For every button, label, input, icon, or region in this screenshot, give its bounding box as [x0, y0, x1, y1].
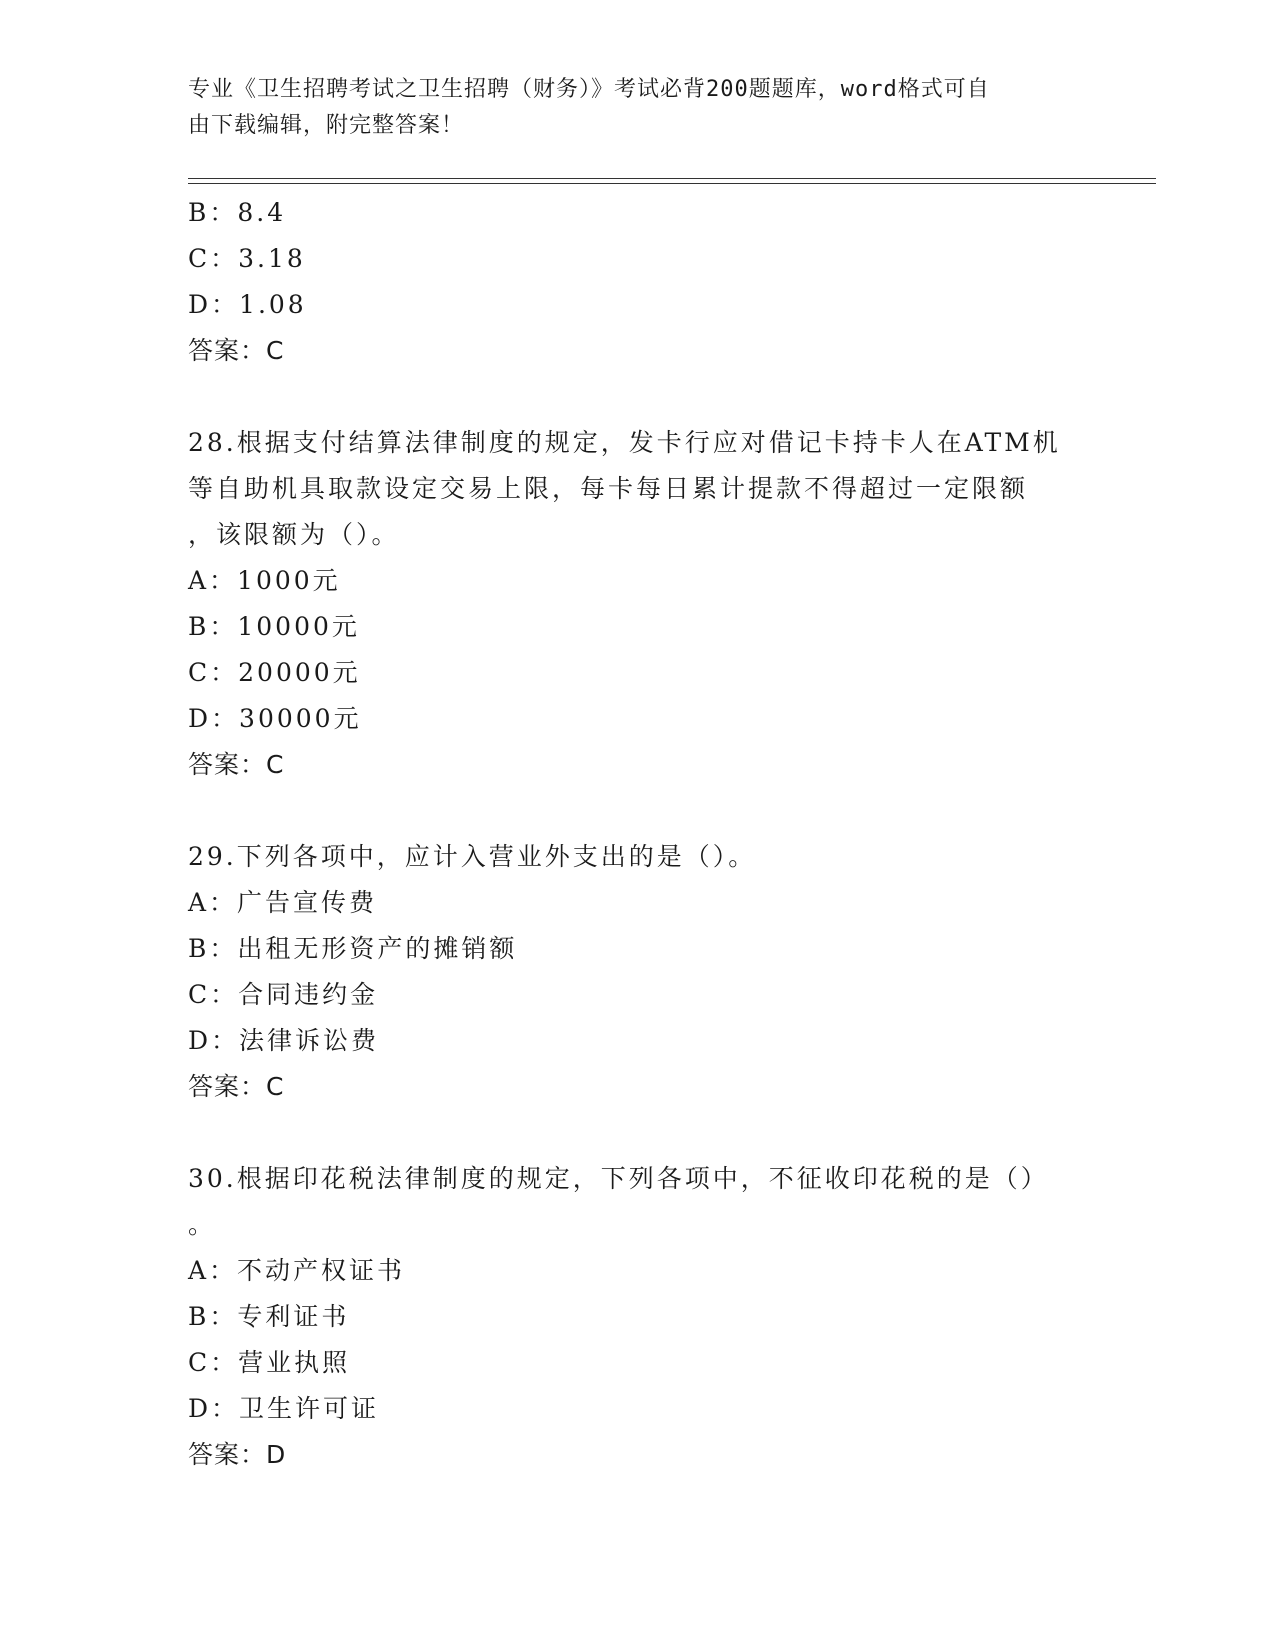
question-text-line: ，该限额为（）。 — [188, 520, 400, 549]
header-divider-top — [188, 178, 1156, 179]
question-text-line: 30.根据印花税法律制度的规定，下列各项中，不征收印花税的是（） — [188, 1164, 1049, 1193]
header-divider-bottom — [188, 183, 1156, 184]
question-29 — [188, 834, 1088, 1110]
question-text-line: 28.根据支付结算法律制度的规定，发卡行应对借记卡持卡人在ATM机 — [188, 428, 1061, 457]
option-b: B：8.4 — [188, 198, 287, 227]
answer-line: 答案：C — [188, 750, 285, 779]
option-b: B：专利证书 — [188, 1302, 350, 1331]
answer-line: 答案：D — [188, 1440, 287, 1469]
question-28 — [188, 420, 1088, 788]
option-b: B：10000元 — [188, 612, 360, 641]
option-d: D：1.08 — [188, 290, 307, 319]
question-text-line: 29.下列各项中，应计入营业外支出的是（）。 — [188, 842, 757, 871]
option-a: A：不动产权证书 — [188, 1256, 406, 1285]
option-b: B：出租无形资产的摊销额 — [188, 934, 518, 963]
answer-line: 答案：C — [188, 1072, 285, 1101]
header-line-1: 专业《卫生招聘考试之卫生招聘（财务）》考试必背200题题库，word格式可自 — [188, 77, 990, 102]
option-d: D：30000元 — [188, 704, 362, 733]
option-c: C：3.18 — [188, 244, 306, 273]
option-c: C：20000元 — [188, 658, 361, 687]
question-text-line: 。 — [188, 1210, 217, 1239]
option-a: A：1000元 — [188, 566, 341, 595]
question-27-tail — [188, 190, 1088, 374]
question-text-line: 等自助机具取款设定交易上限，每卡每日累计提款不得超过一定限额 — [188, 474, 1029, 503]
option-c: C：合同违约金 — [188, 980, 379, 1009]
header-line-2: 由下载编辑，附完整答案！ — [188, 113, 465, 138]
question-30 — [188, 1156, 1088, 1478]
option-d: D：卫生许可证 — [188, 1394, 380, 1423]
option-a: A：广告宣传费 — [188, 888, 378, 917]
option-c: C：营业执照 — [188, 1348, 351, 1377]
option-d: D：法律诉讼费 — [188, 1026, 380, 1055]
question-content — [188, 190, 1088, 1478]
answer-line: 答案：C — [188, 336, 285, 365]
page-header — [188, 72, 1068, 144]
